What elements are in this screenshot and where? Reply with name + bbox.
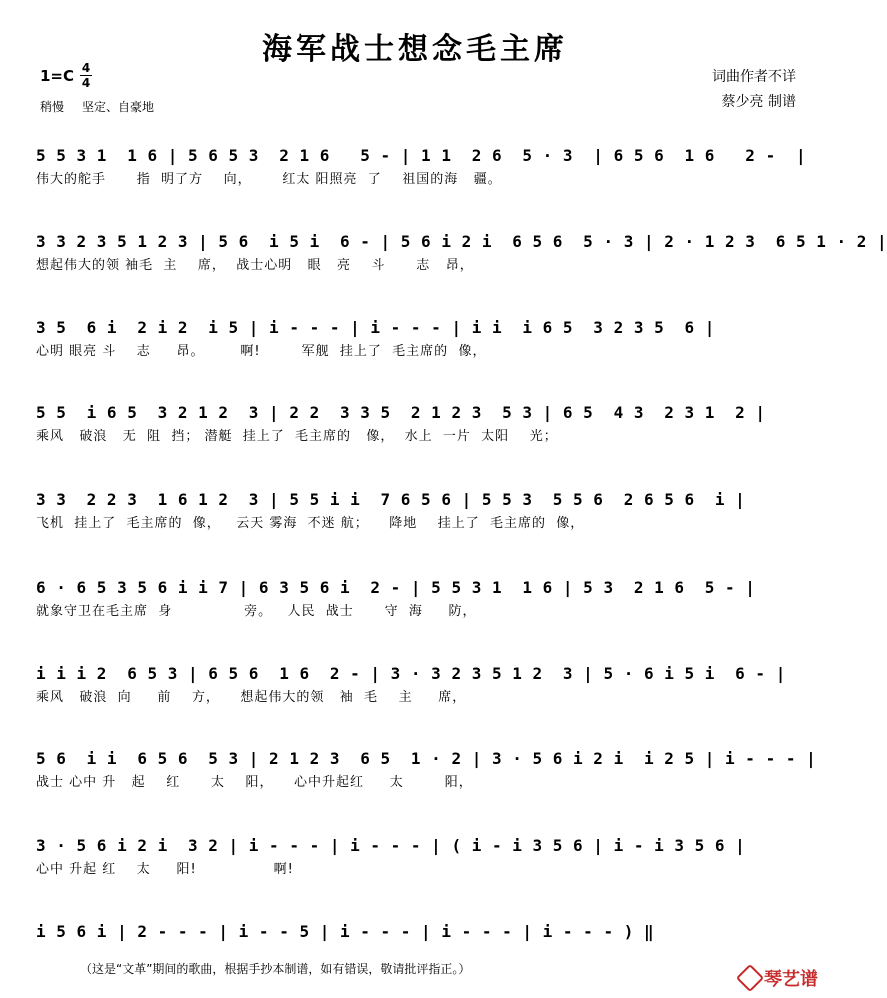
notes-line: 5 5 3 1 1 6 | 5 6 5 3 2 1 6 5 - | 1 1 2 6 5 · 3 | 6 5 6 1 6 2 - | [36, 146, 807, 165]
notes-line: 3 · 5 6 i 2 i 3 2 | i - - - | i - - - | ( i - i 3 5 6 | i - i 3 5 6 | [36, 836, 746, 855]
notes-line: i 5 6 i | 2 - - - | i - - 5 | i - - - | i - - - | i - - - ) ‖ [36, 922, 655, 941]
notes-line: i i i 2 6 5 3 | 6 5 6 1 6 2 - | 3 · 3 2 3 5 1 2 3 | 5 · 6 i 5 i 6 - | [36, 664, 786, 683]
system-7 [36, 661, 796, 709]
credit-author: 词曲作者不详 [712, 69, 796, 85]
time-bottom: 4 [81, 76, 91, 90]
notes-line: 3 3 2 2 3 1 6 1 2 3 | 5 5 i i 7 6 5 6 | 5 5 3 5 5 6 2 6 5 6 i | [36, 490, 746, 509]
lyrics-line: 伟大的舵手 指 明了方 向， 红太 阳照亮 了 祖国的海 疆。 [36, 172, 502, 187]
lyrics-line: 就象守卫在毛主席 身 旁。 人民 战士 守 海 防， [36, 604, 477, 619]
tempo-marking [40, 98, 172, 115]
footnote: （这是“文革”期间的歌曲，根据手抄本制谱，如有错误，敬请批评指正。） [80, 962, 471, 976]
key-label: 1=C [40, 66, 75, 85]
system-9 [36, 833, 796, 881]
notes-line: 3 5 6 i 2 i 2 i 5 | i - - - | i - - - | i i i 6 5 3 2 3 5 6 | [36, 318, 715, 337]
logo-text: 琴艺谱 [764, 969, 818, 990]
logo-icon [736, 964, 764, 992]
tempo-character: 坚定、自豪地 [82, 100, 155, 114]
song-title: 海军战士想念毛主席 [262, 32, 568, 67]
system-3 [36, 315, 796, 363]
notes-line: 6 · 6 5 3 5 6 i i 7 | 6 3 5 6 i 2 - | 5 5 3 1 1 6 | 5 3 2 1 6 5 - | [36, 578, 756, 597]
time-signature [80, 62, 92, 89]
lyrics-line: 想起伟大的领 袖毛 主 席， 战士心明 眼 亮 斗 志 昂， [36, 258, 474, 273]
notes-line: 3 3 2 3 5 1 2 3 | 5 6 i 5 i 6 - | 5 6 i 2 i 6 5 6 5 · 3 | 2 · 1 2 3 6 5 1 · 2 | [36, 232, 887, 251]
lyrics-line: 战士 心中 升 起 红 太 阳， 心中升起红 太 阳， [36, 775, 473, 790]
notes-line: 5 6 i i 6 5 6 5 3 | 2 1 2 3 6 5 1 · 2 | 3 · 5 6 i 2 i i 2 5 | i - - - | [36, 749, 817, 768]
site-logo [740, 965, 818, 991]
lyrics-line: 心明 眼亮 斗 志 昂。 啊! 军舰 挂上了 毛主席的 像， [36, 344, 487, 359]
time-top: 4 [81, 61, 91, 75]
lyrics-line: 乘风 破浪 无 阻 挡； 潜艇 挂上了 毛主席的 像， 水上 一片 太阳 光； [36, 429, 558, 444]
credit-notation: 蔡少亮 制谱 [721, 94, 796, 110]
system-6 [36, 575, 796, 623]
system-8 [36, 746, 817, 794]
key-signature [40, 62, 92, 89]
system-4 [36, 400, 796, 448]
lyrics-line: 心中 升起 红 太 阳! 啊! [36, 862, 294, 877]
lyrics-line: 飞机 挂上了 毛主席的 像， 云天 雾海 不迷 航； 降地 挂上了 毛主席的 像， [36, 516, 585, 531]
lyrics-line: 乘风 破浪 向 前 方， 想起伟大的领 袖 毛 主 席， [36, 690, 467, 705]
system-5 [36, 487, 796, 535]
notes-line: 5 5 i 6 5 3 2 1 2 3 | 2 2 3 3 5 2 1 2 3 5 3 | 6 5 4 3 2 3 1 2 | [36, 403, 766, 422]
system-1 [36, 143, 807, 191]
tempo-speed: 稍慢 [40, 100, 65, 114]
system-2 [36, 229, 887, 277]
